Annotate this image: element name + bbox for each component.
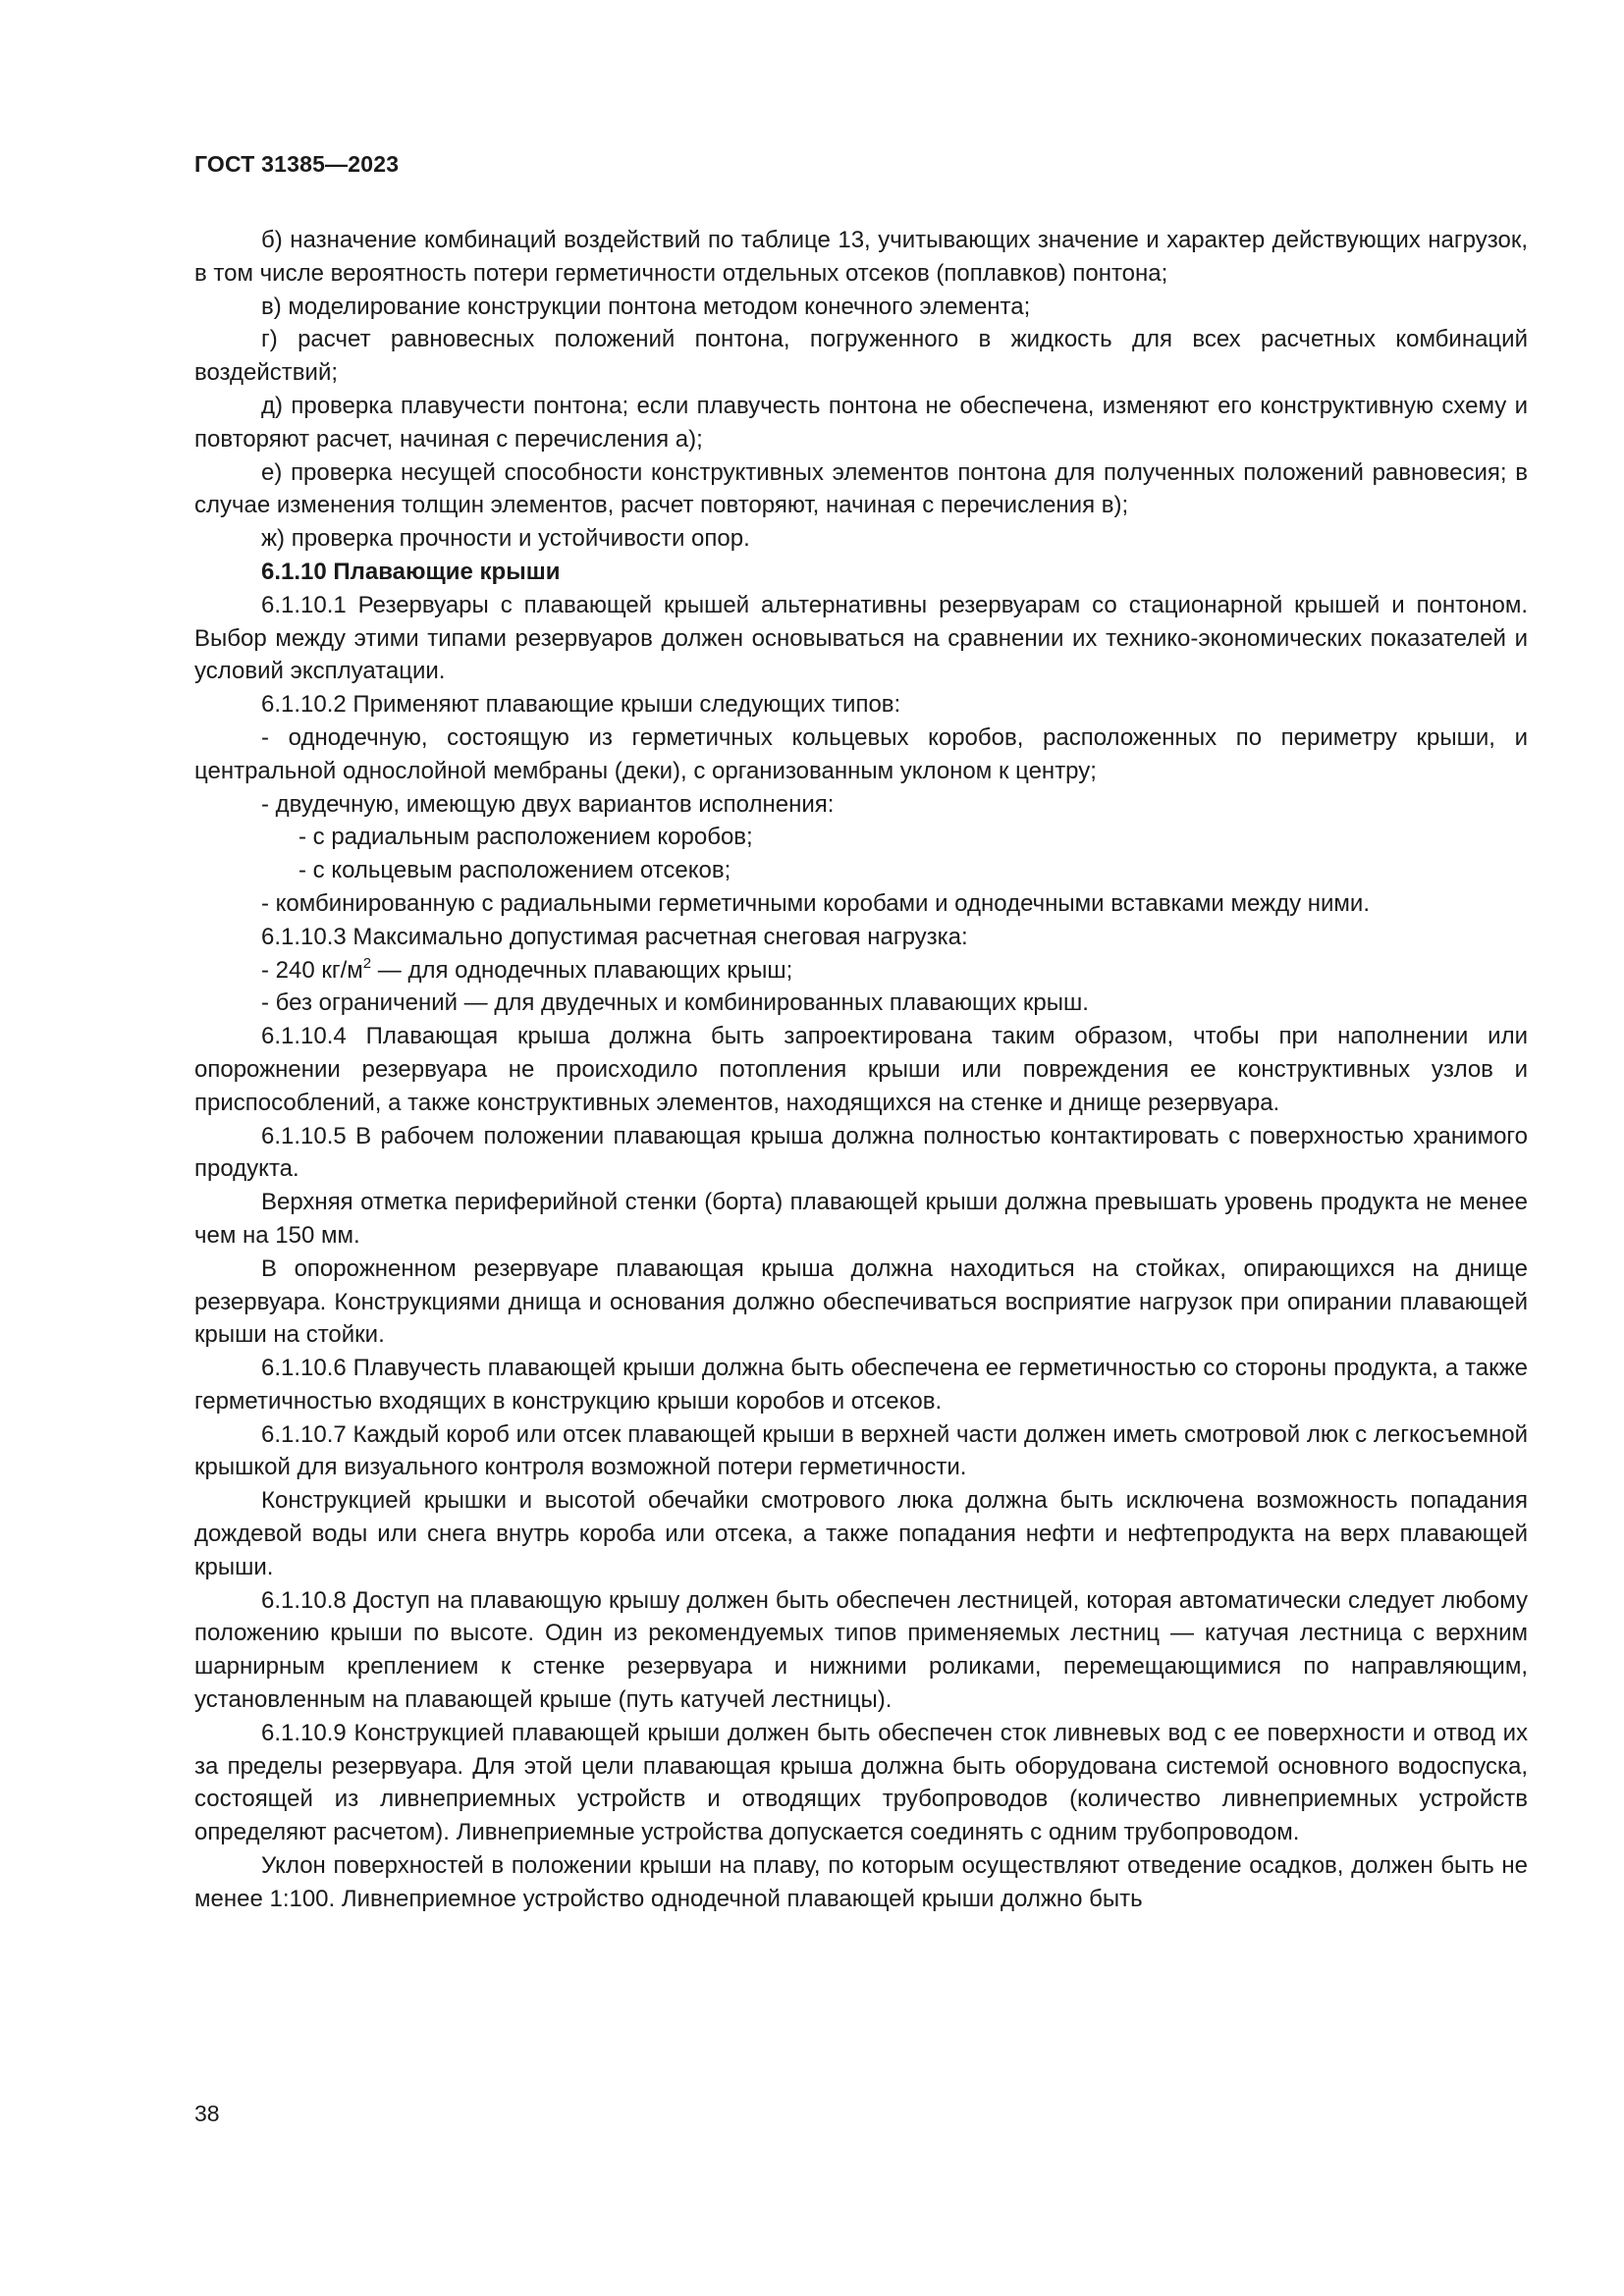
document-body	[194, 224, 1528, 1916]
paragraph-empty-tank: В опорожненном резервуаре плавающая крыша должна находиться на стойках, опирающихся на днище резервуара. Конструкциями днища и основания должно обеспечиваться восприятие нагрузок при опирании плавающей крыши на стойки.	[194, 1255, 1528, 1349]
snow-load-other: - без ограничений — для двудечных и комбинированных плавающих крыш.	[261, 989, 1089, 1017]
list-item-d: д) проверка плавучести понтона; если плавучесть понтона не обеспечена, изменяют его конструктивную схему и повторяют расчет, начиная с перечисления а);	[194, 392, 1528, 453]
clause-6-1-10-1: 6.1.10.1 Резервуары с плавающей крышей альтернативны резервуарам со стационарной крышей и понтоном. Выбор между этими типами резервуаров должен основываться на сравнении их технико-экономических показателей и условий эксплуатации.	[194, 591, 1528, 685]
document-header: ГОСТ 31385—2023	[194, 151, 400, 177]
list-item-e: е) проверка несущей способности конструктивных элементов понтона для полученных положений равновесия; в случае изменения толщин элементов, расчет повторяют, начиная с перечисления в);	[194, 458, 1528, 519]
snow-load-single-deck	[194, 954, 1528, 988]
list-item-v: в) моделирование конструкции понтона методом конечного элемента;	[261, 293, 1031, 320]
clause-6-1-10-9: 6.1.10.9 Конструкцией плавающей крыши должен быть обеспечен сток ливневых вод с ее поверхности и отвод их за пределы резервуара. Для этой цели плавающая крыша должна быть оборудована системой основного водоспуска, состоящей из ливнеприемных устройств и отводящих трубопроводов (количество ливнеприемных устройств определяют расчетом). Ливнеприемные устройства допускается соединять с одним трубопроводом.	[194, 1719, 1528, 1846]
paragraph-slope: Уклон поверхностей в положении крыши на плаву, по которым осуществляют отведение осадков, должен быть не менее 1:100. Ливнеприемное устройство однодечной плавающей крыши должно быть	[194, 1852, 1528, 1912]
snow-load-value: - 240 кг/м	[261, 956, 363, 984]
clause-6-1-10-2: 6.1.10.2 Применяют плавающие крыши следующих типов:	[261, 691, 901, 719]
roof-type-combined: - комбинированную с радиальными герметичными коробами и однодечными вставками между ними.	[261, 889, 1371, 917]
list-item-zh: ж) проверка прочности и устойчивости опор.	[261, 525, 750, 553]
clause-6-1-10-4: 6.1.10.4 Плавающая крыша должна быть запроектирована таким образом, чтобы при наполнении или опорожнении резервуара не происходило потопления крыши или повреждения ее конструктивных узлов и приспособлений, а также конструктивных элементов, находящихся на стенке и днище резервуара.	[194, 1023, 1528, 1116]
roof-type-double-deck: - двудечную, имеющую двух вариантов исполнения:	[261, 790, 835, 818]
clause-6-1-10-5: 6.1.10.5 В рабочем положении плавающая крыша должна полностью контактировать с поверхностью хранимого продукта.	[194, 1122, 1528, 1183]
paragraph-hatch-design: Конструкцией крышки и высотой обечайки смотрового люка должна быть исключена возможность попадания дождевой воды или снега внутрь короба или отсека, а также попадания нефти и нефтепродукта на верх плавающей крыши.	[194, 1487, 1528, 1580]
double-deck-radial: - с радиальным расположением коробов;	[298, 824, 753, 851]
snow-load-scope: — для однодечных плавающих крыш;	[371, 956, 793, 984]
list-item-g: г) расчет равновесных положений понтона, погруженного в жидкость для всех расчетных комбинаций воздействий;	[194, 326, 1528, 387]
page-number: 38	[194, 2101, 220, 2126]
list-item-b: б) назначение комбинаций воздействий по таблице 13, учитывающих значение и характер действующих нагрузок, в том числе вероятность потери герметичности отдельных отсеков (поплавков) понтона;	[194, 227, 1528, 287]
clause-6-1-10-8: 6.1.10.8 Доступ на плавающую крышу должен быть обеспечен лестницей, которая автоматически следует любому положению крыши по высоте. Один из рекомендуемых типов применяемых лестниц — катучая лестница с верхним шарнирным креплением к стенке резервуара и нижними роликами, перемещающимися по направляющим, установленным на плавающей крыше (путь катучей лестницы).	[194, 1586, 1528, 1714]
paragraph-rim-height: Верхняя отметка периферийной стенки (борта) плавающей крыши должна превышать уровень продукта не менее чем на 150 мм.	[194, 1189, 1528, 1249]
clause-6-1-10-3: 6.1.10.3 Максимально допустимая расчетная снеговая нагрузка:	[261, 923, 968, 950]
roof-type-single-deck: - однодечную, состоящую из герметичных кольцевых коробов, расположенных по периметру крыши, и центральной однослойной мембраны (деки), с организованным уклоном к центру;	[194, 723, 1528, 784]
clause-6-1-10-6: 6.1.10.6 Плавучесть плавающей крыши должна быть обеспечена ее герметичностью со стороны продукта, а также герметичностью входящих в конструкцию крыши коробов и отсеков.	[194, 1355, 1528, 1415]
double-deck-ring: - с кольцевым расположением отсеков;	[298, 857, 731, 884]
clause-6-1-10-7: 6.1.10.7 Каждый короб или отсек плавающей крыши в верхней части должен иметь смотровой люк с легкосъемной крышкой для визуального контроля возможной потери герметичности.	[194, 1420, 1528, 1481]
unit-superscript: 2	[362, 954, 372, 972]
section-heading-6-1-10: 6.1.10 Плавающие крыши	[261, 558, 561, 585]
